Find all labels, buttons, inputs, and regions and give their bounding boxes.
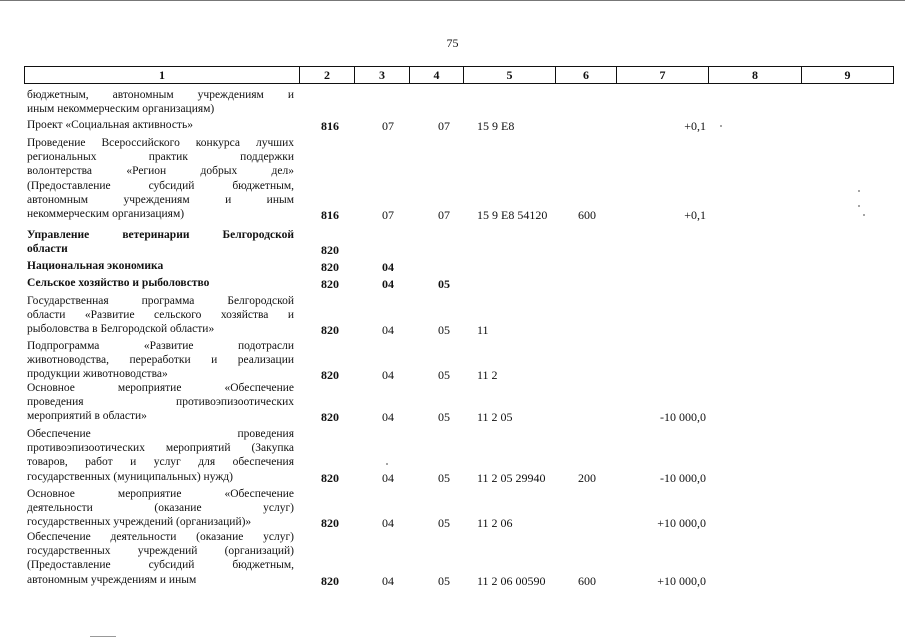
description-line: региональных практик поддержки — [27, 151, 294, 164]
section-code: 04 — [382, 410, 394, 424]
amount: +0,1 — [684, 208, 706, 222]
description-line: деятельности (оказание услуг) — [27, 502, 294, 515]
row-description — [27, 427, 294, 484]
header-col-8: 8 — [708, 66, 802, 84]
description-line: товаров, работ и услуг для обеспечения — [27, 456, 294, 469]
row-description — [27, 530, 294, 587]
section-code: 07 — [382, 119, 394, 133]
target-article: 15 9 E8 54120 — [477, 208, 548, 222]
subsection-code: 05 — [438, 471, 450, 485]
description-line: Обеспечение проведения — [27, 428, 294, 440]
description-line: животноводства, переработки и реализации — [27, 354, 294, 367]
row-description — [27, 487, 294, 530]
subsection-code: 05 — [438, 410, 450, 424]
target-article: 11 2 06 00590 — [477, 574, 546, 588]
row-description — [27, 294, 294, 337]
row-description — [27, 136, 294, 221]
header-col-4: 4 — [409, 66, 464, 84]
description-line: автономным учреждениям и иным — [27, 193, 294, 206]
scan-speck — [858, 205, 860, 207]
admin-code: 820 — [321, 277, 339, 291]
admin-code: 820 — [321, 410, 339, 424]
description-line: иным некоммерческим организациям) — [27, 103, 215, 116]
page-number: 75 — [446, 36, 459, 50]
admin-code: 820 — [321, 368, 339, 382]
header-col-2: 2 — [299, 66, 355, 84]
amount: +0,1 — [684, 119, 706, 133]
description-line: мероприятий в области» — [27, 410, 147, 423]
admin-code: 820 — [321, 516, 339, 530]
description-line: волонтерства «Регион добрых дел» — [27, 165, 294, 178]
target-article: 15 9 E8 — [477, 119, 515, 133]
header-col-6: 6 — [555, 66, 617, 84]
description-line: Национальная экономика — [27, 260, 164, 272]
expense-type: 200 — [578, 471, 596, 485]
description-line: государственных учреждений (организаций)» — [27, 516, 252, 529]
amount: -10 000,0 — [660, 410, 706, 424]
admin-code: 820 — [321, 471, 339, 485]
description-line: (Предоставление субсидий бюджетным, — [27, 179, 294, 192]
header-col-5: 5 — [463, 66, 556, 84]
row-description — [27, 88, 294, 116]
expense-type: 600 — [578, 574, 596, 588]
description-line: Обеспечение деятельности (оказание услуг) — [27, 531, 294, 543]
section-code: 04 — [382, 471, 394, 485]
amount: -10 000,0 — [660, 471, 706, 485]
row-description — [27, 381, 294, 424]
target-article: 11 2 — [477, 368, 498, 382]
section-code: 04 — [382, 260, 394, 274]
subsection-code: 05 — [438, 516, 450, 530]
section-code: 04 — [382, 277, 394, 291]
header-col-9: 9 — [801, 66, 894, 84]
scan-speck — [720, 125, 722, 127]
description-line: Проведение Всероссийского конкурса лучших — [27, 137, 294, 149]
description-line: государственных (муниципальных) нужд) — [27, 470, 233, 483]
description-line: области «Развитие сельского хозяйства и — [27, 309, 294, 322]
admin-code: 816 — [321, 119, 339, 133]
scan-speck — [858, 190, 860, 192]
header-col-7: 7 — [616, 66, 709, 84]
description-line: Основное мероприятие «Обеспечение — [27, 382, 294, 394]
row-description — [27, 118, 294, 132]
subsection-code: 07 — [438, 119, 450, 133]
description-line: проведения противоэпизоотических — [27, 396, 294, 409]
subsection-code: 05 — [438, 368, 450, 382]
amount: +10 000,0 — [657, 516, 706, 530]
target-article: 11 — [477, 323, 489, 337]
description-line: Основное мероприятие «Обеспечение — [27, 488, 294, 500]
description-line: области — [27, 243, 68, 256]
description-line: Сельское хозяйство и рыболовство — [27, 277, 210, 289]
scan-speck — [863, 214, 865, 216]
description-line: государственных учреждений (организаций) — [27, 545, 294, 558]
section-code: 04 — [382, 516, 394, 530]
description-line: Государственная программа Белгородской — [27, 295, 294, 307]
subsection-code: 05 — [438, 323, 450, 337]
description-line: автономным учреждениям и иным — [27, 573, 197, 586]
header-col-1: 1 — [24, 66, 300, 84]
target-article: 11 2 05 29940 — [477, 471, 546, 485]
bottom-mark — [90, 636, 116, 637]
expense-type: 600 — [578, 208, 596, 222]
scan-speck — [386, 463, 388, 465]
description-line: Проект «Социальная активность» — [27, 119, 193, 131]
section-code: 04 — [382, 323, 394, 337]
section-code: 04 — [382, 574, 394, 588]
section-code: 07 — [382, 208, 394, 222]
description-line: (Предоставление субсидий бюджетным, — [27, 559, 294, 572]
amount: +10 000,0 — [657, 574, 706, 588]
admin-code: 820 — [321, 323, 339, 337]
subsection-code: 05 — [438, 574, 450, 588]
description-line: Управление ветеринарии Белгородской — [27, 229, 294, 241]
table-header — [24, 66, 894, 84]
description-line: рыболовства в Белгородской области» — [27, 323, 215, 336]
target-article: 11 2 05 — [477, 410, 513, 424]
row-description — [27, 228, 294, 256]
subsection-code: 05 — [438, 277, 450, 291]
row-description — [27, 259, 294, 273]
row-description — [27, 339, 294, 382]
description-line: противоэпизоотических мероприятий (Закупка — [27, 442, 294, 455]
header-col-3: 3 — [354, 66, 410, 84]
admin-code: 820 — [321, 243, 339, 257]
top-rule — [0, 0, 905, 1]
description-line: бюджетным, автономным учреждениям и — [27, 89, 294, 101]
description-line: некоммерческим организациям) — [27, 208, 185, 221]
target-article: 11 2 06 — [477, 516, 513, 530]
admin-code: 820 — [321, 574, 339, 588]
description-line: продукции животноводства» — [27, 368, 168, 381]
section-code: 04 — [382, 368, 394, 382]
description-line: Подпрограмма «Развитие подотрасли — [27, 340, 294, 352]
subsection-code: 07 — [438, 208, 450, 222]
admin-code: 820 — [321, 260, 339, 274]
row-description — [27, 276, 294, 290]
admin-code: 816 — [321, 208, 339, 222]
